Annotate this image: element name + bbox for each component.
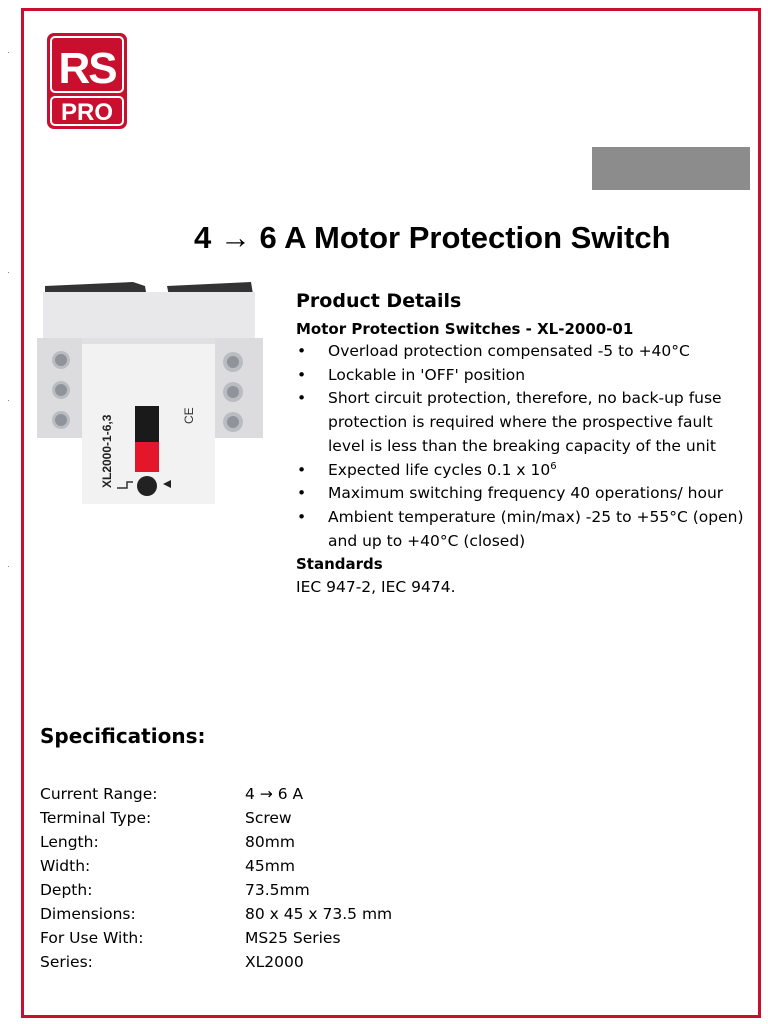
specifications-table (40, 782, 545, 974)
margin-mark (8, 52, 9, 53)
margin-mark (8, 400, 9, 401)
table-row (40, 782, 545, 806)
motor-protection-switch-photo (37, 278, 263, 510)
table-row (40, 806, 545, 830)
list-item: • Overload protection compensated -5 to +40°C (296, 340, 746, 364)
spec-label: Terminal Type: (40, 809, 152, 827)
spec-value: 4 → 6 A (245, 785, 304, 803)
spec-value: Screw (245, 809, 292, 827)
list-item: • Maximum switching frequency 40 operations/ hour (296, 482, 746, 506)
specifications-heading: Specifications: (40, 724, 206, 748)
list-item: • Lockable in 'OFF' position (296, 364, 746, 388)
product-details-section (296, 284, 746, 599)
spec-value: 45mm (245, 857, 295, 875)
table-row (40, 878, 545, 902)
spec-label: For Use With: (40, 929, 144, 947)
logo-rs-text: RS (58, 44, 116, 93)
product-details-heading: Product Details (296, 290, 462, 312)
standards-text: IEC 947-2, IEC 9474. (296, 578, 456, 597)
spec-value: 80mm (245, 833, 295, 851)
spec-value: 73.5mm (245, 881, 310, 899)
grey-banner-block (592, 147, 750, 190)
spec-label: Current Range: (40, 785, 158, 803)
margin-mark (8, 272, 9, 273)
product-subheading: Motor Protection Switches - XL-2000-01 (296, 320, 634, 338)
table-row (40, 950, 545, 974)
spec-label: Series: (40, 953, 93, 971)
list-item: • Ambient temperature (min/max) -25 to +55°C (open) and up to +40°C (closed) (296, 506, 746, 553)
spec-value: 80 x 45 x 73.5 mm (245, 905, 393, 923)
table-row (40, 926, 545, 950)
spec-value: MS25 Series (245, 929, 341, 947)
superscript-exponent: 6 (550, 460, 557, 472)
table-row (40, 902, 545, 926)
list-item: • Short circuit protection, therefore, no back-up fuse protection is required where the prospective fault level is less than the breaking capacity of the unit (296, 387, 746, 458)
table-row (40, 854, 545, 878)
spec-label: Dimensions: (40, 905, 136, 923)
spec-label: Depth: (40, 881, 93, 899)
margin-mark (8, 566, 9, 567)
table-row (40, 830, 545, 854)
ce-mark: CE (182, 407, 196, 424)
standards-heading: Standards (296, 555, 383, 574)
rs-pro-logo (47, 33, 127, 129)
spec-value: XL2000 (245, 953, 304, 971)
spec-label: Width: (40, 857, 91, 875)
spec-label: Length: (40, 833, 99, 851)
list-item: • Expected life cycles 0.1 x $10^6$ (296, 459, 746, 483)
page-title: 4 → 6 A Motor Protection Switch (194, 220, 671, 255)
switch-model-label: XL2000-1-6,3 (100, 414, 114, 488)
logo-pro-text: PRO (60, 99, 114, 126)
feature-list (296, 340, 746, 553)
